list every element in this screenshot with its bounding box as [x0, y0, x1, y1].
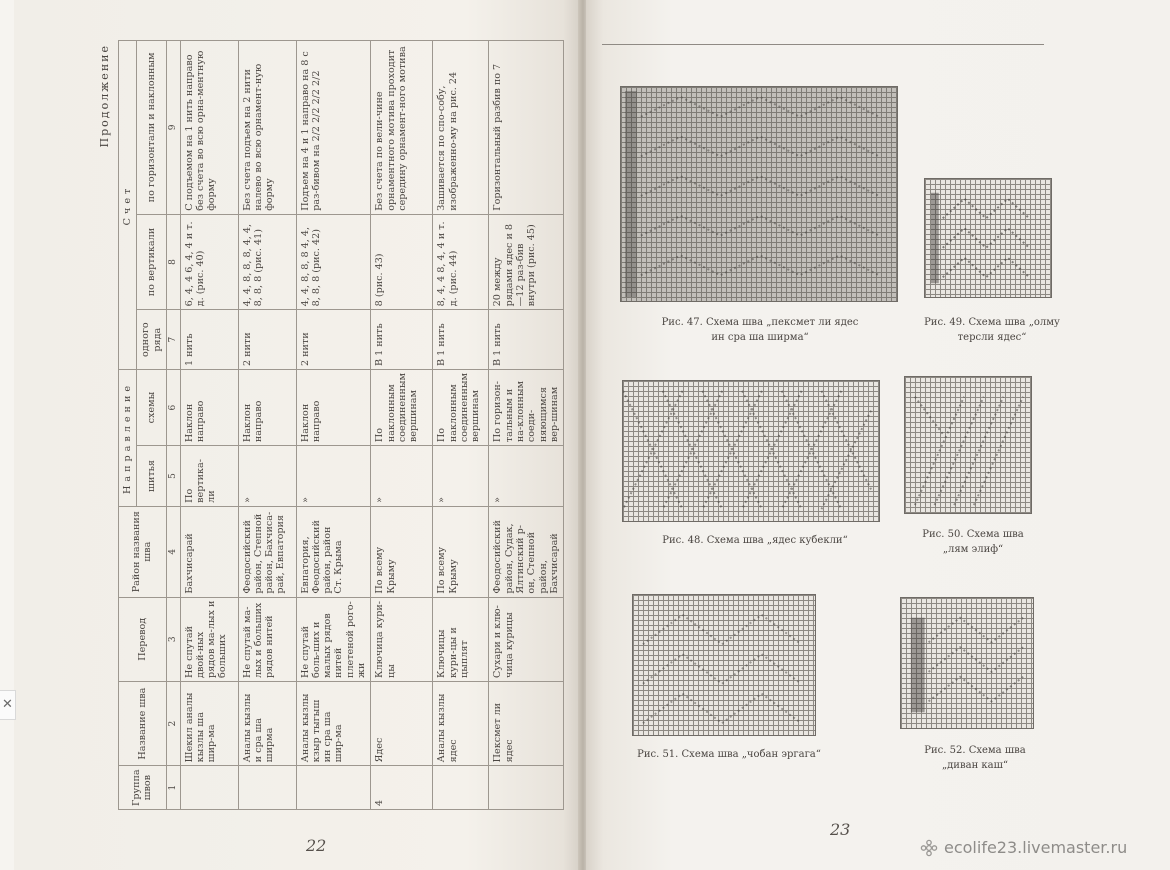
cell-sewing: »: [296, 446, 371, 507]
table-row: [433, 41, 489, 810]
cell-one-row: 2 нити: [296, 310, 371, 370]
cell-translation: Сухари и клю-чица курицы: [489, 597, 564, 681]
figure-51-caption: Рис. 51. Схема шва „чобан эргага“: [637, 749, 821, 760]
cell-group: [489, 766, 564, 810]
cell-name: Аналы кызлы кзыр тыгыш ин сра ша шир-ма: [296, 681, 371, 765]
cell-group: [296, 766, 371, 810]
col-number: 1: [166, 766, 180, 810]
figure-47-caption: Рис. 47. Схема шва „пексмет ли ядес ин сра ша ширма“: [661, 317, 859, 343]
figure-47: [620, 86, 898, 302]
header-translation: Перевод: [119, 597, 167, 681]
figure-48: [622, 380, 880, 522]
figure-50: [904, 376, 1032, 514]
header-scheme: схемы: [137, 370, 167, 446]
table-row: [238, 41, 296, 810]
cell-vertical: 20 между рядами ядес и 8—12 раз-бив внутри (рис. 45): [489, 214, 564, 310]
cell-one-row: В 1 нить: [489, 310, 564, 370]
header-count: Счет: [119, 41, 137, 370]
cell-horizontal: Горизонтальный разбив по 7: [489, 41, 564, 215]
page-number-right: 23: [830, 820, 851, 839]
table-row: [296, 41, 371, 810]
cell-one-row: 1 нить: [180, 310, 238, 370]
cell-horizontal: Без счета подъем на 2 нити налево во всю орнамент-ную форму: [238, 41, 296, 215]
header-sewing: шитья: [137, 446, 167, 507]
cell-horizontal: Зашивается по спо-собу, изображенно-му на рис. 24: [433, 41, 489, 215]
cell-one-row: В 1 нить: [371, 310, 433, 370]
cell-horizontal: С подъемом на 1 нить направо без счета во всю орна-ментную форму: [180, 41, 238, 215]
cell-group: 4: [371, 766, 433, 810]
cell-horizontal: Без счета по вели-чине орнаментного мотива проходит середину орнамент-ного мотива: [371, 41, 433, 215]
table-row: [371, 41, 433, 810]
col-number: 5: [166, 446, 180, 507]
cell-group: [433, 766, 489, 810]
cell-vertical: 8, 4, 4 8, 4, 4 и т. д. (рис. 44): [433, 214, 489, 310]
header-vertical: по вертикали: [137, 214, 167, 310]
col-number: 9: [166, 41, 180, 215]
cell-horizontal: Подъем на 4 и 1 направо на 8 с раз-бивом на 2/2 2/2 2/2 2/2: [296, 41, 371, 215]
figure-52: [900, 597, 1034, 729]
continuation-label: Продолжение: [98, 44, 111, 148]
header-region: Район названия шва: [119, 506, 167, 597]
cell-scheme: По наклонным соединенным вершинам: [433, 370, 489, 446]
cell-scheme: Наклон направо: [296, 370, 371, 446]
cell-vertical: 4, 4, 8, 8, 8, 4, 4, 8, 8, 8 (рис. 41): [238, 214, 296, 310]
figure-50-caption: Рис. 50. Схема шва „лям элиф“: [922, 529, 1024, 555]
header-group: Группа швов: [119, 766, 167, 810]
cell-translation: Не спутай ма-лых и больших рядов нитей: [238, 597, 296, 681]
viewer-edge: [0, 0, 14, 870]
watermark: ecolife23.livemaster.ru: [944, 838, 1128, 857]
column-numbers: [166, 41, 180, 810]
cell-vertical: 6, 4, 4 6, 4, 4 и т. д. (рис. 40): [180, 214, 238, 310]
cell-sewing: »: [238, 446, 296, 507]
col-number: 7: [166, 310, 180, 370]
figure-52-caption: Рис. 52. Схема шва „диван каш“: [924, 745, 1026, 771]
cell-region: По всему Крыму: [371, 506, 433, 597]
cell-name: Аналы кызлы и сра ша ширма: [238, 681, 296, 765]
cell-name: Аналы кызлы ядес: [433, 681, 489, 765]
cell-region: По всему Крыму: [433, 506, 489, 597]
figure-49-caption: Рис. 49. Схема шва „олму терсли ядес“: [924, 317, 1060, 343]
page-rule: [602, 44, 1044, 45]
cell-region: Евпатория, Феодосийский район, район Ст. Крыма: [296, 506, 371, 597]
cell-name: Шекил аналы кызлы ша шир-ма: [180, 681, 238, 765]
col-number: 6: [166, 370, 180, 446]
table-row: [489, 41, 564, 810]
seam-table: [118, 40, 564, 810]
header-name: Название шва: [119, 681, 167, 765]
cell-name: Пексмет ли ядес: [489, 681, 564, 765]
col-number: 3: [166, 597, 180, 681]
col-number: 2: [166, 681, 180, 765]
cell-one-row: 2 нити: [238, 310, 296, 370]
cell-group: [180, 766, 238, 810]
cell-one-row: В 1 нить: [433, 310, 489, 370]
header-one-row: одного ряда: [137, 310, 167, 370]
cell-sewing: »: [371, 446, 433, 507]
header-direction: Направление: [119, 370, 137, 507]
cell-group: [238, 766, 296, 810]
cell-scheme: Наклон направо: [238, 370, 296, 446]
cell-vertical: 8 (рис. 43): [371, 214, 433, 310]
cell-region: Феодосийский район, Судак, Ялтинский р-он, Степной район, Бахчисарай: [489, 506, 564, 597]
cell-translation: Не спутай боль-ших и малых рядов нитей плетеной рого-жи: [296, 597, 371, 681]
flower-icon: [920, 839, 938, 857]
cell-scheme: По горизон-тальным и на-клонным соеди-няющимся вер-шинам: [489, 370, 564, 446]
cell-vertical: 4, 4, 8, 8, 8 4, 4, 8, 8, 8 (рис. 42): [296, 214, 371, 310]
close-icon[interactable]: ✕: [0, 690, 16, 720]
cell-sewing: По вертика-ли: [180, 446, 238, 507]
rotated-table: [98, 40, 568, 810]
cell-sewing: »: [489, 446, 564, 507]
page-number-left: 22: [306, 836, 327, 855]
cell-scheme: По наклонным соединенным вершинам: [371, 370, 433, 446]
cell-sewing: »: [433, 446, 489, 507]
cell-name: Ядес: [371, 681, 433, 765]
cell-translation: Ключицы кури-цы и цыплят: [433, 597, 489, 681]
header-horizontal: по горизонтали и наклонным: [137, 41, 167, 215]
figure-49: [924, 178, 1052, 298]
table-row: [180, 41, 238, 810]
col-number: 8: [166, 214, 180, 310]
cell-translation: Ключица кури-цы: [371, 597, 433, 681]
figure-51: [632, 594, 816, 736]
cell-scheme: Наклон направо: [180, 370, 238, 446]
cell-region: Бахчисарай: [180, 506, 238, 597]
cell-translation: Не спутай двой-ных рядов ма-лых и больших: [180, 597, 238, 681]
col-number: 4: [166, 506, 180, 597]
figure-48-caption: Рис. 48. Схема шва „ядес кубекли“: [662, 535, 848, 546]
cell-region: Феодосийский район, Степной район, Бахчиса-рай, Евпатория: [238, 506, 296, 597]
